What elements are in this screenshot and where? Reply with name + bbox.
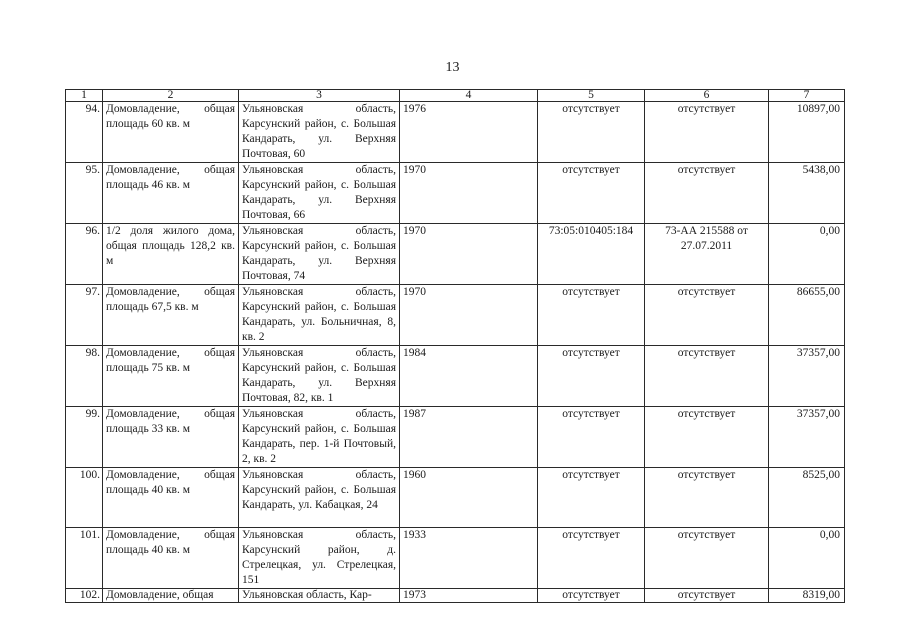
table-row (66, 589, 845, 603)
property-description: Домовладение, общая площадь 40 кв. м (103, 468, 239, 528)
registration-record: отсутствует (645, 468, 769, 528)
property-address: Ульяновская область, Карсунский район, с. Большая Кандарать, ул. Верхняя Почтовая, 74 (239, 224, 400, 285)
year-built: 1976 (400, 102, 538, 163)
cadastral-number: отсутствует (538, 468, 645, 528)
property-value: 0,00 (769, 224, 845, 285)
property-address: Ульяновская область, Кар- (239, 589, 400, 603)
table-row (66, 224, 845, 285)
column-header: 1 (66, 90, 103, 102)
table-row (66, 346, 845, 407)
cadastral-number: отсутствует (538, 285, 645, 346)
table-row (66, 407, 845, 468)
registration-record: 73-АА 215588 от 27.07.2011 (645, 224, 769, 285)
property-value: 37357,00 (769, 407, 845, 468)
table-row (66, 528, 845, 589)
cadastral-number: отсутствует (538, 163, 645, 224)
property-description: Домовладение, общая площадь 46 кв. м (103, 163, 239, 224)
property-value: 8319,00 (769, 589, 845, 603)
row-number: 95. (66, 163, 103, 224)
property-address: Ульяновская область, Карсунский район, с. Большая Кандарать, ул. Верхняя Почтовая, 82, кв. 1 (239, 346, 400, 407)
page-number: 13 (445, 60, 460, 75)
row-number: 98. (66, 346, 103, 407)
property-value: 8525,00 (769, 468, 845, 528)
year-built: 1970 (400, 285, 538, 346)
year-built: 1933 (400, 528, 538, 589)
property-address: Ульяновская область, Карсунский район, д. Стрелецкая, ул. Стрелецкая, 151 (239, 528, 400, 589)
row-number: 96. (66, 224, 103, 285)
column-header: 3 (239, 90, 400, 102)
property-value: 86655,00 (769, 285, 845, 346)
row-number: 101. (66, 528, 103, 589)
property-description: Домовладение, общая площадь 40 кв. м (103, 528, 239, 589)
property-address: Ульяновская область, Карсунский район, с. Большая Кандарать, ул. Верхняя Почтовая, 66 (239, 163, 400, 224)
registration-record: отсутствует (645, 528, 769, 589)
property-value: 5438,00 (769, 163, 845, 224)
table-row (66, 468, 845, 528)
property-value: 0,00 (769, 528, 845, 589)
property-description: Домовладение, общая площадь 67,5 кв. м (103, 285, 239, 346)
cadastral-number: отсутствует (538, 528, 645, 589)
property-address: Ульяновская область, Карсунский район, с. Большая Кандарать, пер. 1-й Почтовый, 2, кв. 2 (239, 407, 400, 468)
year-built: 1987 (400, 407, 538, 468)
cadastral-number: отсутствует (538, 346, 645, 407)
row-number: 99. (66, 407, 103, 468)
registration-record: отсутствует (645, 346, 769, 407)
property-description: 1/2 доля жилого дома, общая площадь 128,2 кв. м (103, 224, 239, 285)
column-header: 6 (645, 90, 769, 102)
year-built: 1970 (400, 224, 538, 285)
year-built: 1970 (400, 163, 538, 224)
registration-record: отсутствует (645, 102, 769, 163)
column-header: 4 (400, 90, 538, 102)
table-row (66, 102, 845, 163)
year-built: 1960 (400, 468, 538, 528)
cadastral-number: отсутствует (538, 102, 645, 163)
cadastral-number: 73:05:010405:184 (538, 224, 645, 285)
registration-record: отсутствует (645, 163, 769, 224)
property-description: Домовладение, общая площадь 60 кв. м (103, 102, 239, 163)
table-row (66, 163, 845, 224)
year-built: 1973 (400, 589, 538, 603)
column-number-row (66, 90, 845, 102)
registration-record: отсутствует (645, 589, 769, 603)
property-address: Ульяновская область, Карсунский район, с. Большая Кандарать, ул. Больничная, 8, кв. 2 (239, 285, 400, 346)
property-registry-table (65, 89, 845, 603)
registration-record: отсутствует (645, 285, 769, 346)
property-description: Домовладение, общая (103, 589, 239, 603)
registration-record: отсутствует (645, 407, 769, 468)
year-built: 1984 (400, 346, 538, 407)
property-address: Ульяновская область, Карсунский район, с. Большая Кандарать, ул. Кабацкая, 24 (239, 468, 400, 528)
cadastral-number: отсутствует (538, 407, 645, 468)
row-number: 100. (66, 468, 103, 528)
row-number: 102. (66, 589, 103, 603)
column-header: 2 (103, 90, 239, 102)
column-header: 7 (769, 90, 845, 102)
property-address: Ульяновская область, Карсунский район, с. Большая Кандарать, ул. Верхняя Почтовая, 60 (239, 102, 400, 163)
row-number: 97. (66, 285, 103, 346)
property-description: Домовладение, общая площадь 75 кв. м (103, 346, 239, 407)
column-header: 5 (538, 90, 645, 102)
property-value: 10897,00 (769, 102, 845, 163)
table-row (66, 285, 845, 346)
property-description: Домовладение, общая площадь 33 кв. м (103, 407, 239, 468)
property-value: 37357,00 (769, 346, 845, 407)
cadastral-number: отсутствует (538, 589, 645, 603)
row-number: 94. (66, 102, 103, 163)
